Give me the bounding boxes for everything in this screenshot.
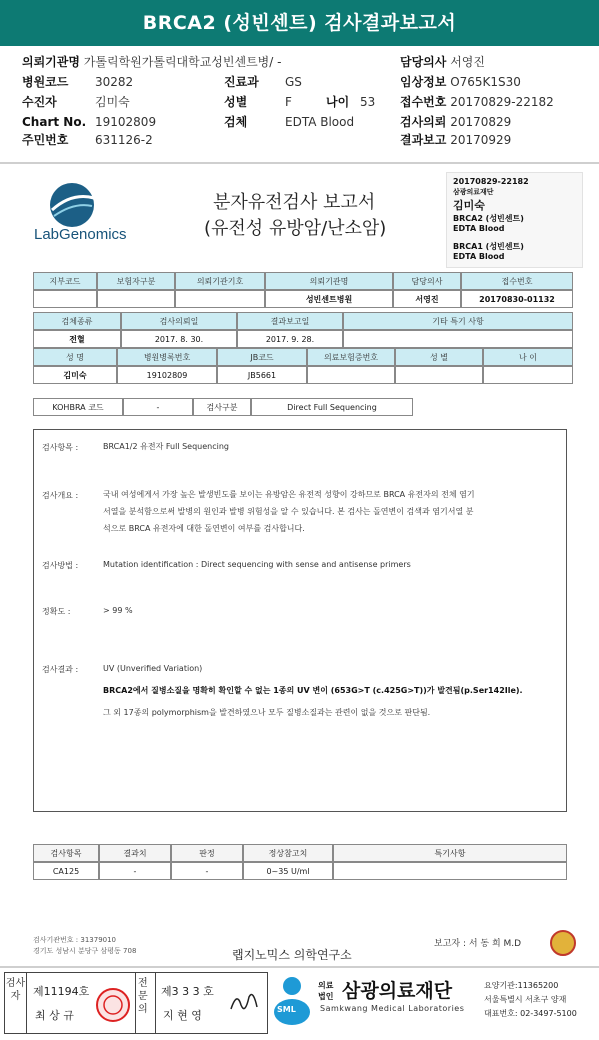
accuracy-value: > 99 % [103, 606, 133, 615]
specimen-sticker: 20170829-22182 삼광의료재단 김미숙 BRCA2 (성빈센트) EDTA Blood BRCA1 (성빈센트) EDTA Blood [446, 172, 583, 268]
item-label: 검사항목 : [42, 443, 79, 452]
divider [135, 973, 136, 1033]
seal-stamp-icon [550, 930, 576, 956]
divider [155, 973, 156, 1033]
signature-icon [227, 987, 263, 1017]
method-value: Mutation identification : Direct sequencing with sense and antisense primers [103, 560, 411, 569]
header-req: 검사의뢰 20170829 [400, 115, 512, 129]
header-dept: 진료과 [224, 75, 259, 89]
overview-line: 국내 여성에게서 가장 높은 발생빈도를 보이는 유방암은 유전적 성향이 강하므로 BRCA 유전자의 전체 염기 [103, 490, 475, 499]
header-patient-value: 김미숙 [95, 95, 130, 109]
result-label: 검사결과 : [42, 665, 79, 674]
header-chart-value: 19102809 [95, 115, 157, 129]
header-chart: Chart No. [22, 115, 87, 129]
labgenomics-logo-icon [30, 182, 114, 228]
header-code-value: 30282 [95, 75, 134, 89]
header-id-value: 631126-2 [95, 133, 153, 147]
header-inst: 의뢰기관명 가톨릭학원가톨릭대학교성빈센트병/ - [22, 55, 282, 69]
overview-line: 서열을 분석함으로써 발병의 원인과 발병 위험성을 알 수 있습니다. 본 검사는 돌연변이 검색과 염기서열 분 [103, 507, 474, 516]
result-line: UV (Unverified Variation) [103, 664, 203, 673]
header-code: 병원코드 [22, 75, 69, 89]
sml-name: 삼광의료재단 [342, 980, 453, 1002]
accuracy-label: 정확도 : [42, 607, 71, 616]
item-value: BRCA1/2 유전자 Full Sequencing [103, 442, 229, 451]
sml-brand [270, 970, 598, 1036]
sml-phone: 대표번호: 02-3497-5100 [484, 1009, 577, 1018]
kohbra-row: KOHBRA 코드 - 검사구분 Direct Full Sequencing [33, 398, 413, 416]
header-spec-value: EDTA Blood [285, 115, 355, 129]
header-res: 결과보고 20170929 [400, 133, 512, 147]
header-sex: 성별 [224, 95, 248, 109]
header-sex-value: F [285, 95, 292, 109]
sml-address: 서울특별시 서초구 양재 [484, 995, 567, 1004]
result-line: 그 외 17종의 polymorphism을 발견하였으나 모두 질병소질과는 관련이 없을 것으로 판단됨. [103, 708, 431, 717]
sml-code: 요양기관:11365200 [484, 981, 559, 990]
header-doctor: 담당의사 서영진 [400, 55, 485, 69]
sml-badge: SML [277, 1005, 296, 1014]
header-patient: 수진자 [22, 95, 57, 109]
tester-name: 최 상 규 [35, 1009, 74, 1022]
header-age-value: 53 [360, 95, 376, 109]
header-dept-value: GS [285, 75, 302, 89]
method-label: 검사방법 : [42, 561, 79, 570]
scanned-report: LabGenomics 분자유전검사 보고서 (유전성 유방암/난소암) 20170829-22182 삼광의료재단 김미숙 BRCA2 (성빈센트) EDTA Blood BRCA1 (성빈센트) EDTA Blood 지부코드 보험자구분 의뢰기관기호 의뢰기관명 담당의사 접수번호 성빈센트병원 서영진 20170830-01132 검체종류 검사의뢰일 결과보고일 기타 특기 사항 전혈 2017. 8. 30. 2017. 9. 28. 성 명 병원병록번호 JB코드 의료보험증번호 성 별 나 이 김미숙 19102809 JB5661 KOHBRA 코드 - 검사구분 Direct Full Sequencing 검사항목 : BRCA1/2 유전자 Full Sequencing 검사개요 : 국내 여성에게서 가장 높은 발생빈도를 보이는 유방암은 유전적 성향이 강하므로 BRCA 유전자의 전체 염기 서열을 분석함으로써 발병의 원인과 발병 위험성을 알 수 있습니다. 본 검사는 돌연변이 검색과 염기서열 분 석으로 BRCA 유전자에 대한 돌연변이 여부를 검사합니다. 검사방법 : Mutation identification : Direct sequencing with sense and antisense primers 정확도 : > 99 % 검사결과 : UV (Unverified Variation) BRCA2에서 질병소질을 명확히 확인할 수 없는 1종의 UV 변이 (653G>T (c.425G>T))가 발견됨(p.Ser142Ile). 그 외 17종의 polymorphism을 발견하였으나 모두 질병소질과는 관련이 없을 것으로 판단됨. 검사항목 결과치 판정 정상참고치 특기사항 CA125 - - 0~35 U/ml 검사기관번호 : 31379010 경기도 성남시 분당구 삼평동 708 랩지노믹스 의학연구소 보고자 : 서 동 희 M.D [8, 168, 591, 964]
specialist-license: 제3 3 3 호 [161, 985, 214, 998]
overview-label: 검사개요 : [42, 491, 79, 500]
lab-name: 랩지노믹스 의학연구소 [232, 948, 352, 962]
specialist-label: 전문의 [138, 978, 148, 1015]
header-recv: 접수번호 20170829-22182 [400, 95, 554, 109]
sml-prefix: 의료 법인 [318, 981, 334, 1001]
reporter: 보고자 : 서 동 희 M.D [434, 939, 522, 949]
sml-logo-icon [272, 974, 312, 1026]
report-subheading: (유전성 유방암/난소암) [204, 218, 387, 239]
report-heading: 분자유전검사 보고서 [213, 192, 376, 213]
tester-license: 제11194호 [33, 985, 90, 998]
tester-label: 검사자 [5, 973, 27, 1033]
sml-english: Samkwang Medical Laboratories [320, 1004, 465, 1013]
header-spec: 검체 [224, 115, 248, 129]
result-section [33, 429, 567, 812]
divider [0, 162, 599, 164]
seal-icon [95, 987, 131, 1023]
header-age: 나이 [326, 95, 350, 109]
overview-line: 석으로 BRCA 유전자에 대한 돌연변이 여부를 검사합니다. [103, 524, 305, 533]
result-line: BRCA2에서 질병소질을 명확히 확인할 수 없는 1종의 UV 변이 (653G>T (c.425G>T))가 발견됨(p.Ser142Ile). [103, 686, 523, 695]
lab-address: 검사기관번호 : 31379010 경기도 성남시 분당구 삼평동 708 [33, 936, 137, 955]
logo-text: LabGenomics [34, 226, 127, 243]
header-clin: 임상정보 O765K1S30 [400, 75, 521, 89]
signature-box [4, 972, 268, 1034]
header-id: 주민번호 [22, 133, 69, 147]
specialist-name: 지 현 영 [163, 1009, 202, 1022]
divider [0, 966, 599, 968]
report-title: BRCA2 (성빈센트) 검사결과보고서 [0, 0, 599, 46]
